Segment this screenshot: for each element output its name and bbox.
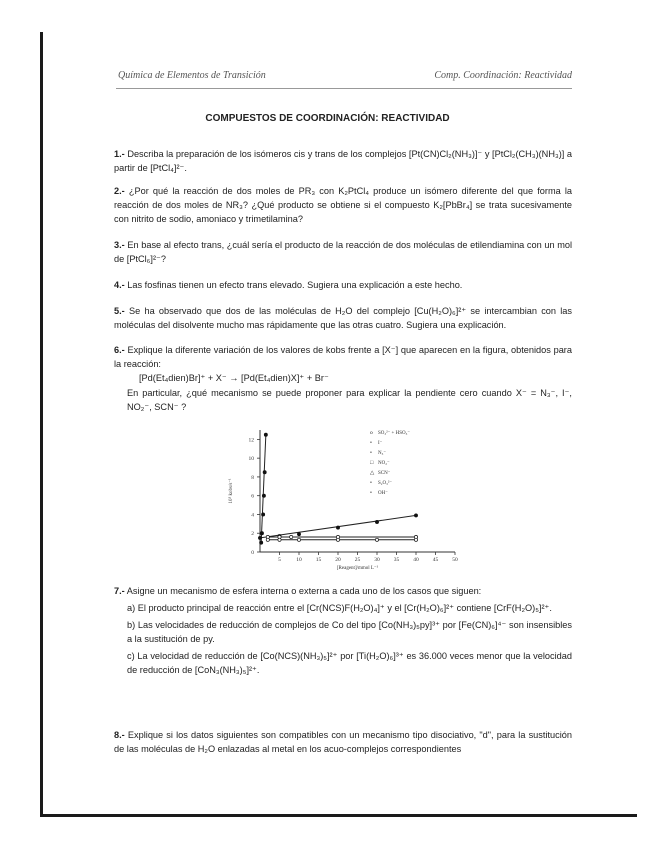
question-4 (114, 278, 572, 292)
question-3 (114, 238, 572, 266)
question-3-text: En base al efecto trans, ¿cuál sería el producto de la reacción de dos moléculas de etilendiamina con un mol de [PtCl₆]²⁻? (114, 240, 572, 264)
question-4-number: 4.- (114, 280, 125, 290)
data-point-flat-upper (290, 535, 293, 538)
question-1-number: 1.- (114, 149, 125, 159)
x-axis-label: [Reagent]/mmol L⁻¹ (336, 566, 379, 571)
y-tick-label: 8 (251, 474, 254, 481)
question-7 (114, 584, 572, 677)
data-point-rising (258, 536, 261, 539)
question-7-number: 7.- (114, 586, 125, 596)
legend-marker: • (370, 450, 372, 456)
legend-label: S₂O₃²⁻ (378, 481, 393, 486)
header-right: Comp. Coordinación: Reactividad (434, 70, 572, 81)
y-tick-label: 12 (248, 437, 254, 444)
question-8-text: Explique si los datos siguientes son compatibles con un mecanismo tipo disociativo, "d", para la sustitución de las moléculas de H₂O enlazadas al metal en los acuo-complejos correspondientes (114, 730, 572, 754)
data-point-steep (260, 532, 263, 535)
data-point-rising (297, 533, 300, 536)
x-tick-label: 35 (393, 557, 400, 563)
question-8-number: 8.- (114, 730, 125, 740)
data-point-steep (262, 513, 265, 516)
question-6-text2: En particular, ¿qué mecanismo se puede proponer para explicar la pendiente cero cuando X⁻ = N₃⁻, I⁻, NO₂⁻, SCN⁻ ? (127, 388, 572, 412)
question-2-text: ¿Por qué la reacción de dos moles de PR₃ con K₂PtCl₄ produce un isómero diferente del que forma la reacción de dos moles de NR₃? ¿Qué producto se obtiene si el compuesto K₂[PbBr₄] se trata sucesivamente con nitrito de sodio, amoniaco y trimetilamina? (114, 186, 572, 224)
data-point-steep (262, 494, 265, 497)
x-tick-label: 5 (278, 557, 281, 563)
question-5-text: Se ha observado que dos de las moléculas de H₂O del complejo [Cu(H₂O)₆]²⁺ se intercambian con las moléculas del disolvente mucho mas rápidamente que las otras cuatro. Sugiera una explicación. (114, 306, 572, 330)
kobs-chart-svg (220, 420, 465, 575)
x-tick-label: 15 (315, 557, 322, 563)
data-point-flat-lower (266, 538, 269, 541)
legend-marker: □ (370, 460, 374, 466)
legend-label: N₃⁻ (378, 451, 386, 456)
question-5-number: 5.- (114, 306, 125, 316)
data-point-steep (260, 541, 263, 544)
question-7-a: a) El producto principal de reacción entre el [Cr(NCS)F(H₂O)₄]⁺ y el [Cr(H₂O)₆]²⁺ contiene [CrF(H₂O)₅]²⁺. (127, 603, 552, 613)
question-6-number: 6.- (114, 345, 125, 355)
legend-label: SCN⁻ (378, 471, 391, 476)
y-axis-label: 10⁵ kobs/s⁻¹ (229, 478, 234, 504)
legend-marker: • (370, 490, 372, 496)
question-7-b: b) Las velocidades de reducción de complejos de Co del tipo [Co(NH₃)₅py]³⁺ por [Fe(CN)₆]⁴⁻ son insensibles a la sustitución de py. (127, 620, 572, 644)
y-tick-label: 4 (251, 512, 254, 519)
data-point-steep (264, 433, 267, 436)
data-point-rising (414, 514, 417, 517)
series-line-steep (261, 435, 266, 543)
data-point-rising (375, 520, 378, 523)
question-3-number: 3.- (114, 240, 125, 250)
x-tick-label: 50 (452, 557, 458, 563)
question-7-text: Asigne un mecanismo de esfera interna o externa a cada uno de los casos que siguen: (126, 586, 482, 596)
x-tick-label: 25 (354, 557, 361, 563)
legend-label: SO₃²⁻ + HSO₃⁻ (378, 431, 410, 436)
question-6 (114, 343, 572, 414)
x-tick-label: 20 (335, 557, 341, 563)
legend-marker: • (370, 480, 372, 486)
x-tick-label: 45 (432, 557, 439, 563)
kobs-chart (220, 420, 465, 575)
data-point-rising (336, 526, 339, 529)
question-6-text: Explique la diferente variación de los valores de kobs frente a [X⁻] que aparecen en la figura, obtenidos para la reacción: (114, 345, 572, 369)
question-4-text: Las fosfinas tienen un efecto trans elevado. Sugiera una explicación a este hecho. (127, 280, 463, 290)
question-5 (114, 304, 572, 332)
data-point-flat-lower (278, 538, 281, 541)
legend-marker: o (370, 430, 373, 436)
question-1 (114, 147, 572, 175)
question-2-number: 2.- (114, 186, 125, 196)
question-1-text: Describa la preparación de los isómeros cis y trans de los complejos [Pt(CN)Cl₂(NH₃)]⁻ y [PtCl₂(CH₃)(NH₃)] a partir de [PtCl₄]²⁻. (114, 149, 572, 173)
x-tick-label: 10 (296, 557, 302, 563)
header-rule (116, 88, 572, 89)
data-point-flat-lower (336, 538, 339, 541)
legend-label: NO₂⁻ (378, 461, 390, 466)
legend-marker: △ (370, 470, 375, 476)
data-point-flat-lower (414, 538, 417, 541)
y-tick-label: 0 (251, 550, 254, 556)
question-8 (114, 728, 572, 756)
question-7-c: c) La velocidad de reducción de [Co(NCS)(NH₃)₅]²⁺ por [Ti(H₂O)₆]³⁺ es 36.000 veces menor que la velocidad de reducción de [CoN₃(NH₃)₅]²⁺. (127, 651, 572, 675)
header-left: Química de Elementos de Transición (118, 70, 266, 81)
question-6-reaction: [Pd(Et₄dien)Br]⁺ + X⁻ → [Pd(Et₄dien)X]⁺ + Br⁻ (139, 373, 329, 383)
data-point-flat-lower (375, 538, 378, 541)
y-tick-label: 6 (251, 493, 254, 500)
y-tick-label: 10 (248, 456, 254, 463)
legend-label: I⁻ (378, 441, 383, 446)
y-tick-label: 2 (251, 531, 254, 538)
x-tick-label: 40 (413, 557, 419, 563)
x-tick-label: 30 (374, 557, 380, 563)
legend-label: OH⁻ (378, 491, 388, 496)
data-point-steep (263, 471, 266, 474)
legend-marker: • (370, 440, 372, 446)
question-2 (114, 184, 572, 226)
data-point-flat-lower (297, 538, 300, 541)
page-title: COMPUESTOS DE COORDINACIÓN: REACTIVIDAD (205, 113, 450, 124)
